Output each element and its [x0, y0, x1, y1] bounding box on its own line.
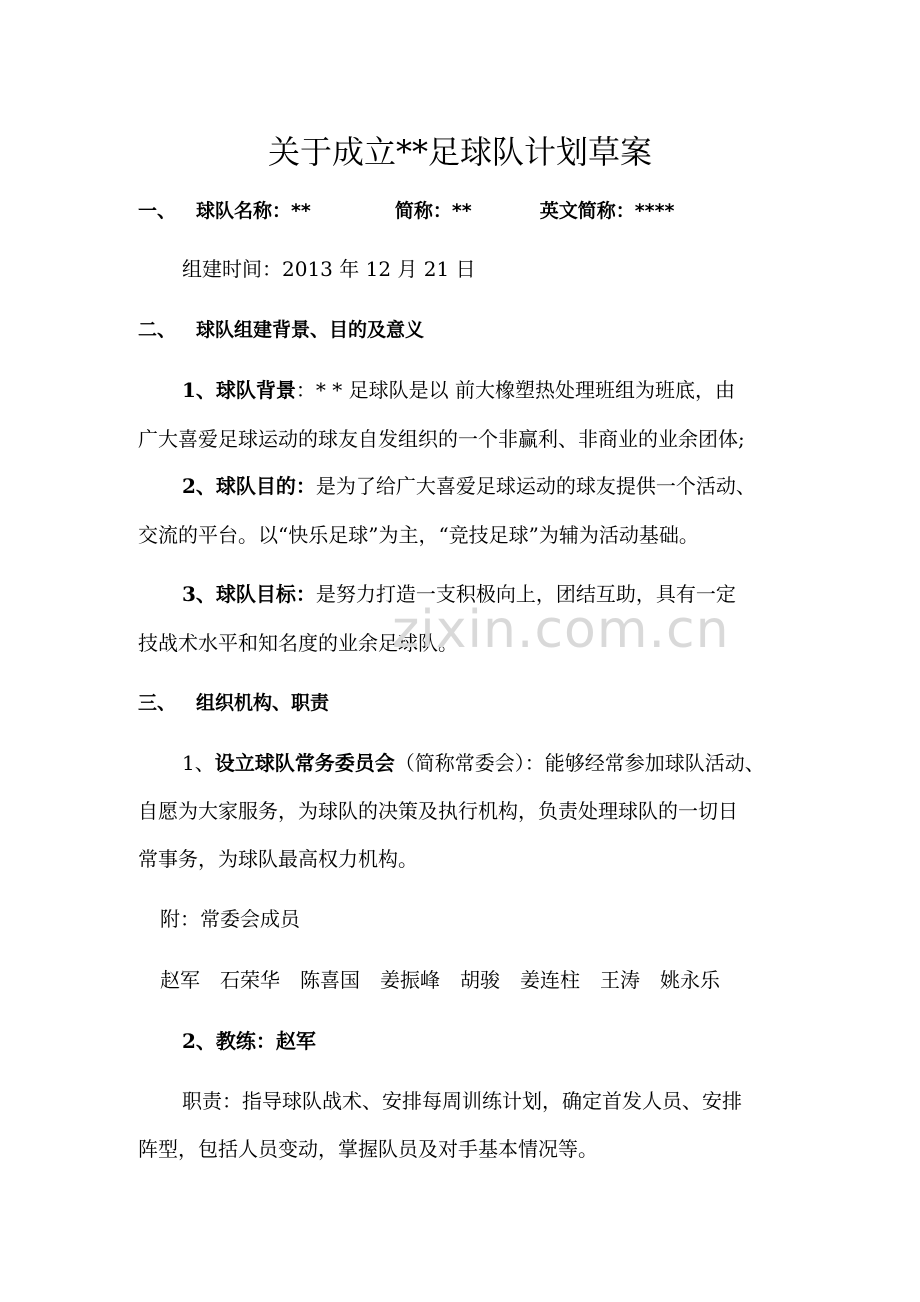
purpose-heading: 2、球队目的：	[182, 474, 316, 498]
section-3-heading	[138, 689, 788, 717]
watermark: zixin.com.cn	[392, 600, 730, 660]
committee-members-caption: 附：常委会成员	[160, 907, 300, 931]
purpose-paragraph-line-1	[182, 472, 832, 500]
goal-paragraph-line-2: 技战术水平和知名度的业余足球队。	[138, 631, 458, 655]
member-name: 胡骏	[460, 968, 500, 992]
background-heading: 1、球队背景	[182, 378, 296, 402]
section-1-heading	[138, 197, 788, 225]
member-name: 赵军	[160, 968, 200, 992]
committee-paragraph-line-1	[182, 749, 832, 777]
coach-heading: 2、教练：赵军	[182, 1029, 316, 1053]
team-name-label: 球队名称：**	[196, 200, 311, 222]
document-title: 关于成立**足球队计划草案	[267, 133, 652, 171]
committee-paragraph-line-2: 自愿为大家服务，为球队的决策及执行机构，负责处理球队的一切日	[138, 799, 738, 823]
team-short-name-label: 简称：**	[394, 200, 472, 222]
background-paragraph-line-1	[182, 376, 832, 404]
committee-members-list	[160, 966, 810, 994]
section-1-number: 一、	[138, 200, 177, 222]
goal-text: 是努力打造一支积极向上，团结互助，具有一定	[315, 582, 736, 606]
section-2-title: 球队组建背景、目的及意义	[196, 319, 425, 341]
member-name: 姜振峰	[380, 968, 440, 992]
goal-heading: 3、球队目标：	[182, 582, 316, 606]
background-paragraph-line-2: 广大喜爱足球运动的球友自发组织的一个非赢利、非商业的业余团体;	[138, 427, 745, 451]
member-name: 陈喜国	[300, 968, 360, 992]
background-text: ：* * 足球队是以 前大橡塑热处理班组为班底，由	[295, 378, 735, 402]
committee-number: 1、	[182, 751, 215, 775]
member-name: 王涛	[600, 968, 640, 992]
member-name: 姚永乐	[660, 968, 720, 992]
coach-duties-line-2: 阵型，包括人员变动，掌握队员及对手基本情况等。	[138, 1137, 598, 1161]
purpose-paragraph-line-2: 交流的平台。以“快乐足球”为主，“竞技足球”为辅为活动基础。	[138, 523, 699, 547]
team-english-short-name-label: 英文简称：****	[539, 200, 675, 222]
section-3-number: 三、	[138, 692, 177, 714]
member-name: 石荣华	[220, 968, 280, 992]
member-name: 姜连柱	[520, 968, 580, 992]
committee-paragraph-line-3: 常事务，为球队最高权力机构。	[138, 847, 418, 871]
coach-duties-line-1: 职责：指导球队战术、安排每周训练计划，确定首发人员、安排	[182, 1089, 742, 1113]
section-2-heading	[138, 316, 788, 344]
committee-text: （简称常委会）：能够经常参加球队活动、	[394, 751, 765, 775]
purpose-text: 是为了给广大喜爱足球运动的球友提供一个活动、	[315, 474, 756, 498]
founded-date: 组建时间：2013 年 12 月 21 日	[182, 257, 476, 281]
committee-heading: 设立球队常务委员会	[214, 751, 395, 775]
section-2-number: 二、	[138, 319, 177, 341]
section-3-title: 组织机构、职责	[196, 692, 330, 714]
